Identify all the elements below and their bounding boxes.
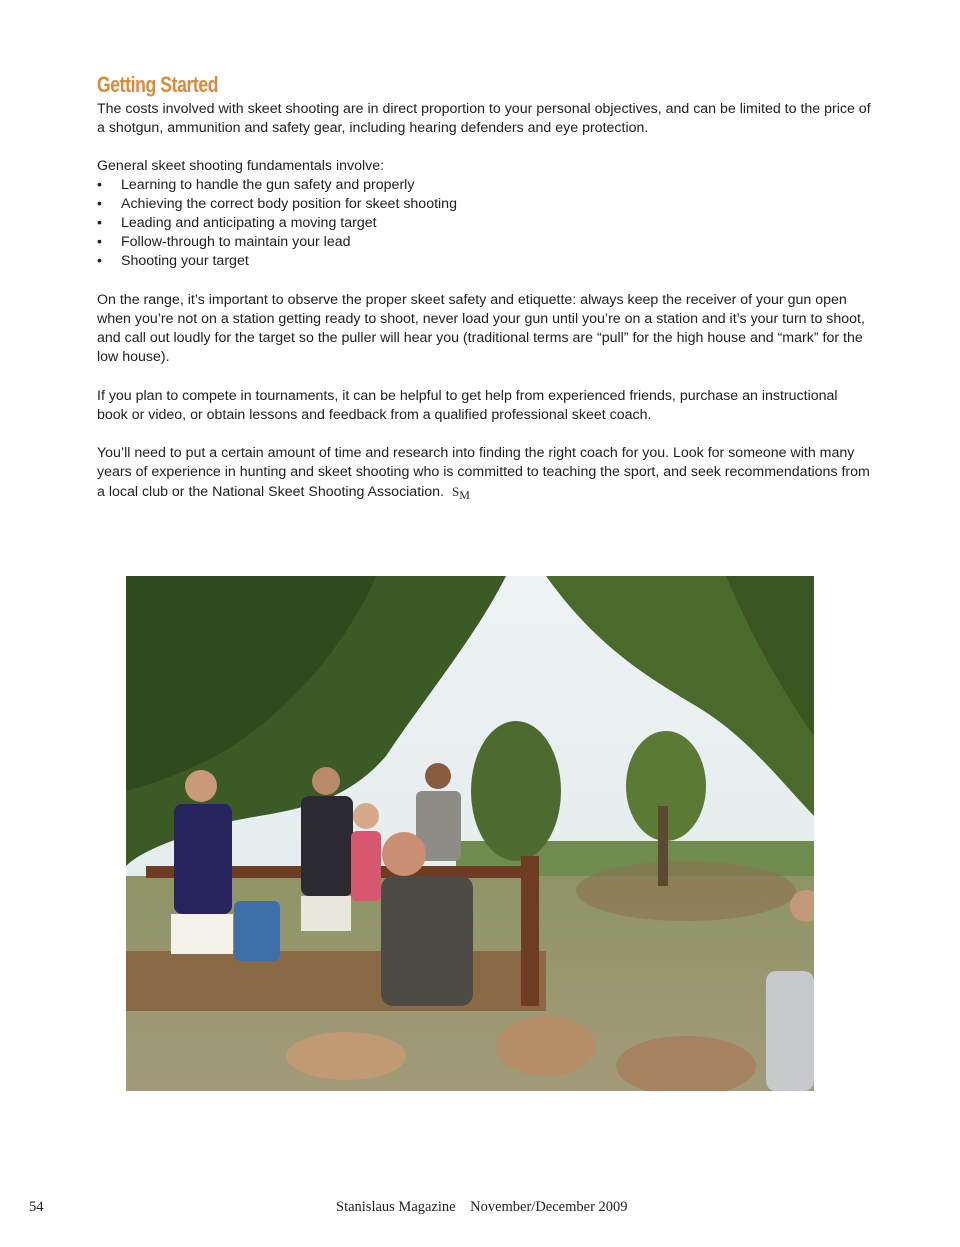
coach-paragraph: You’ll need to put a certain amount of time and research into finding the right coach for you. Look for someone with many years of experience in hunting and skeet shooting who is committed to teaching the sport, and seek recommendations from a local club or the National Skeet Shooting Association. bbox=[97, 445, 870, 501]
list-item: • Leading and anticipating a moving target bbox=[97, 214, 457, 233]
tournament-paragraph: If you plan to compete in tournaments, it can be helpful to get help from experienced friends, purchase an instructional book or video, or obtain lessons and feedback from a qualified professional skeet coach. bbox=[97, 388, 838, 424]
intro-paragraph: The costs involved with skeet shooting are in direct proportion to your personal objectives, and can be limited to the price of a shotgun, ammunition and safety gear, including hearing defenders and eye protection. bbox=[97, 101, 871, 137]
list-item: • Follow-through to maintain your lead bbox=[97, 233, 457, 252]
skeet-range-photo bbox=[126, 576, 814, 1091]
fundamentals-intro: General skeet shooting fundamentals involve: bbox=[97, 158, 385, 174]
section-heading: Getting Started bbox=[97, 72, 219, 97]
publication-name: Stanislaus Magazine bbox=[336, 1199, 456, 1215]
page-number: 54 bbox=[29, 1199, 44, 1215]
end-mark-logo: $S_M$ bbox=[452, 484, 470, 503]
coach-paragraph-wrapper bbox=[97, 444, 872, 505]
issue-date: November/December 2009 bbox=[470, 1199, 628, 1215]
publication-footer bbox=[336, 1199, 628, 1216]
list-item: • Learning to handle the gun safety and properly bbox=[97, 176, 457, 195]
fundamentals-list bbox=[97, 176, 457, 271]
range-paragraph: On the range, it’s important to observe the proper skeet safety and etiquette: always keep the receiver of your gun open when you’re not on a station getting ready to shoot, never load your gun until you’re on a station and it’s your turn to shoot, and call out loudly for the target so the puller will hear you (traditional terms are “pull” for the high house and “mark” for the low house). bbox=[97, 292, 865, 366]
list-item: • Shooting your target bbox=[97, 252, 457, 271]
list-item: • Achieving the correct body position for skeet shooting bbox=[97, 195, 457, 214]
